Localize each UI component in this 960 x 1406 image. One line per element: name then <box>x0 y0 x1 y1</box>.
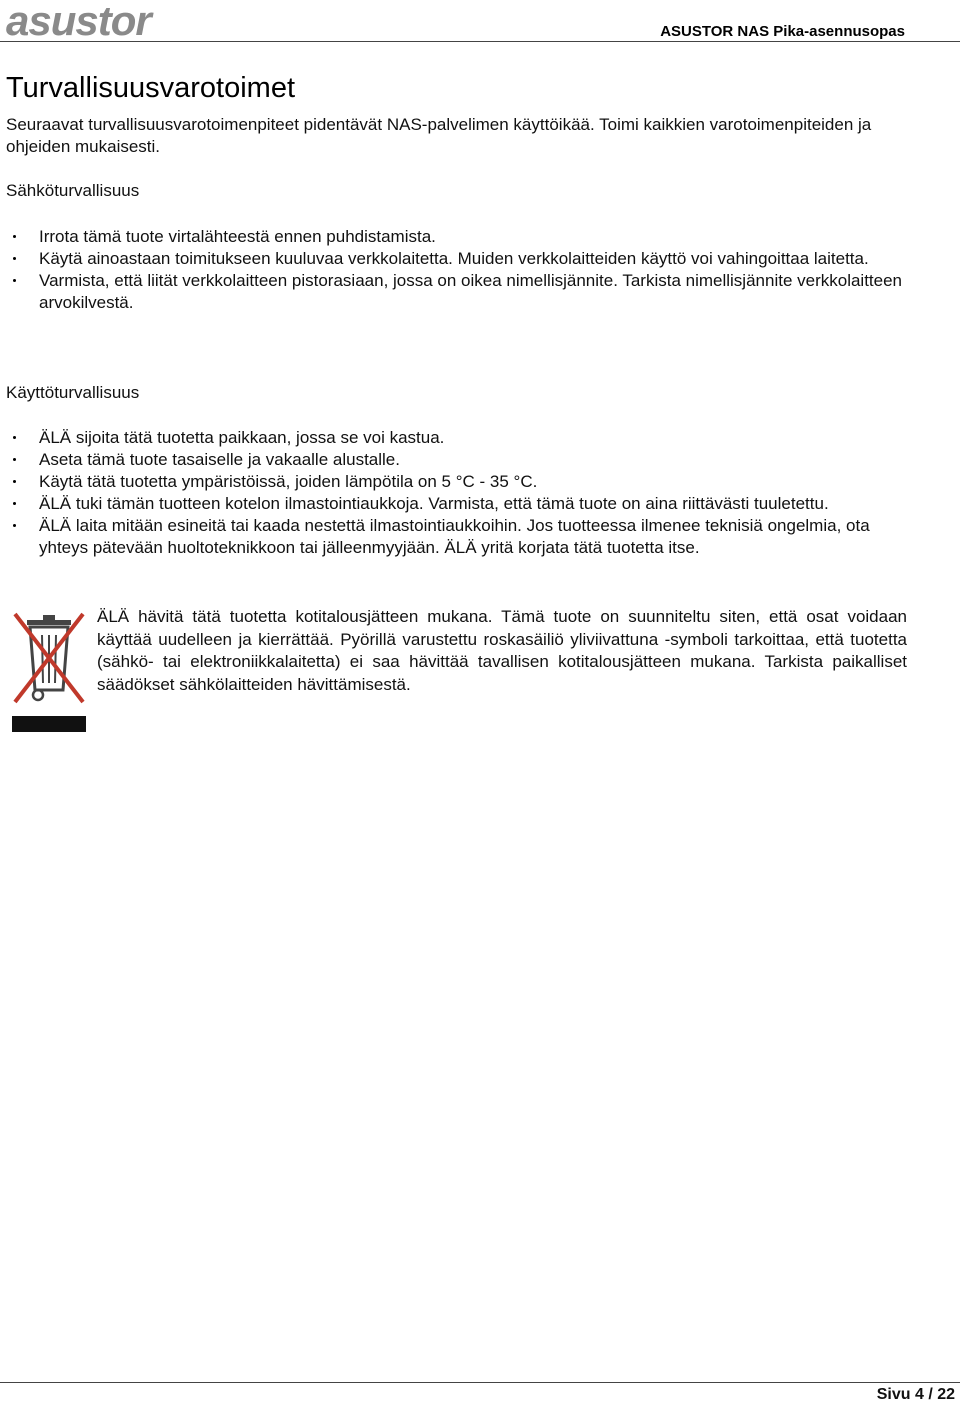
document-title: ASUSTOR NAS Pika-asennusopas <box>660 23 905 40</box>
bullet-icon <box>13 436 16 439</box>
crossed-out-wheelie-bin-icon <box>7 606 89 734</box>
bullet-icon <box>13 235 16 238</box>
list-item <box>0 493 912 515</box>
list-item <box>0 471 912 493</box>
bullet-icon <box>13 458 16 461</box>
list-item <box>0 248 912 270</box>
electrical-safety-list <box>0 226 912 314</box>
weee-disposal-notice: ÄLÄ hävitä tätä tuotetta kotitalousjätteen mukana. Tämä tuote on suunniteltu siten, että osat voidaan käyttää uudelleen ja kierrättää. Pyörillä varustettu roskasäiliö yliviivattuna -symboli tarkoittaa, että tuotetta (sähkö- tai elektroniikkalaitetta) ei saa hävittää tavallisen kotitalousjätteen mukana. Tarkista paikalliset säädökset sähkölaitteiden hävittämisestä. <box>97 607 907 694</box>
list-item <box>0 449 912 471</box>
list-item-text: Aseta tämä tuote tasaiselle ja vakaalle alustalle. <box>39 450 400 469</box>
bullet-icon <box>13 279 16 282</box>
bullet-icon <box>13 257 16 260</box>
page-title: Turvallisuusvarotoimet <box>6 72 296 104</box>
section-heading-operational: Käyttöturvallisuus <box>6 383 140 402</box>
list-item-text: Käytä ainoastaan toimitukseen kuuluvaa verkkolaitetta. Muiden verkkolaitteiden käyttö voi vahingoittaa laitetta. <box>39 249 869 268</box>
operational-safety-list <box>0 427 912 559</box>
list-item <box>0 515 912 559</box>
list-item-text: Varmista, että liität verkkolaitteen pistorasiaan, jossa on oikea nimellisjännite. Tarkista nimellisjännite verkkolaitteen arvokilvestä. <box>39 271 903 312</box>
header-divider <box>0 41 960 42</box>
list-item <box>0 270 912 314</box>
list-item-text: ÄLÄ sijoita tätä tuotetta paikkaan, jossa se voi kastua. <box>39 428 445 447</box>
footer-divider <box>0 1382 960 1383</box>
asustor-logo <box>6 2 196 40</box>
list-item-text: Käytä tätä tuotetta ympäristöissä, joiden lämpötila on 5 °C - 35 °C. <box>39 472 538 491</box>
section-heading-electrical: Sähköturvallisuus <box>6 181 140 200</box>
bullet-icon <box>13 480 16 483</box>
list-item-text: ÄLÄ tuki tämän tuotteen kotelon ilmastointiaukkoja. Varmista, että tämä tuote on aina riittävästi tuuletettu. <box>39 494 829 513</box>
bullet-icon <box>13 524 16 527</box>
page-number: Sivu 4 / 22 <box>876 1386 955 1403</box>
list-item <box>0 427 912 449</box>
bullet-icon <box>13 502 16 505</box>
logo-text: asustor <box>6 2 151 40</box>
intro-paragraph: Seuraavat turvallisuusvarotoimenpiteet pidentävät NAS-palvelimen käyttöikää. Toimi kaikkien varotoimenpiteiden ja ohjeiden mukaisesti. <box>6 115 872 156</box>
list-item-text: ÄLÄ laita mitään esineitä tai kaada nestettä ilmastointiaukkoihin. Jos tuotteessa ilmenee teknisiä ongelmia, ota yhteys pätevään huoltoteknikkoon tai jälleenmyyjään. ÄLÄ yritä korjata tätä tuotetta itse. <box>39 516 870 557</box>
list-item-text: Irrota tämä tuote virtalähteestä ennen puhdistamista. <box>39 227 436 246</box>
list-item <box>0 226 912 248</box>
